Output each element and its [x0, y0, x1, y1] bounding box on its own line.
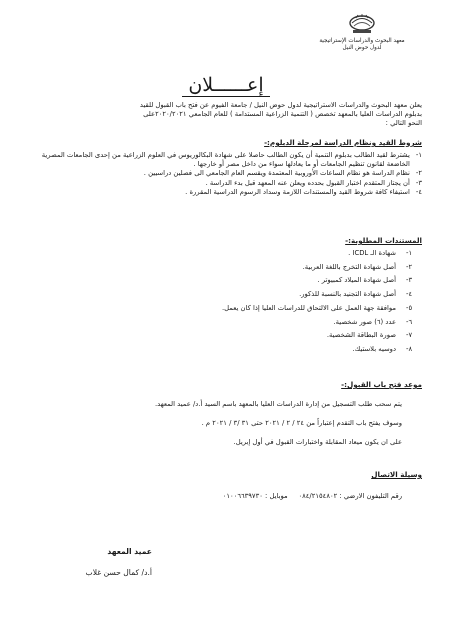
documents-section-title: المستندات المطلوبة:-	[345, 236, 422, 245]
list-item: ٤- أصل شهادة التجنيد بالنسبة للذكور.	[299, 290, 413, 299]
intro-line-1: يعلن معهد البحوث والدراسات الاستراتيجية لدول حوض النيل / جامعة الفيوم عن فتح باب القبول للقيد	[139, 101, 422, 109]
list-item: ٧- صورة البطاقة الشخصية.	[326, 331, 413, 340]
list-item: ٨- دوسيه بلاستيك.	[352, 344, 413, 353]
institute-logo	[344, 14, 380, 36]
contact-numbers: رقم التليفون الارضي : ٠٨٤/٢١٥٤٨٠٢ موبايل : ٠١٠٠٦٦٣٩٧٣٠	[222, 492, 402, 500]
signature-name: أ.د/ كمال حسن غلاب	[85, 568, 152, 577]
enrollment-conditions	[32, 151, 422, 197]
admission-line-1: يتم سحب طلب التسجيل من إدارة الدراسات العليا بالمعهد باسم السيد أ.د/ عميد المعهد.	[154, 400, 402, 408]
intro-line-3: النحو التالي :	[385, 119, 422, 128]
admission-line-2: وسوف يفتح باب التقدم إعتباراً من ٢٤ / ٢ / ٢٠٢١ حتى ٣١ /٣ / ٢٠٢١ م .	[201, 419, 402, 427]
list-item: ٣- أصل شهادة الميلاد كمبيوتر .	[317, 276, 413, 285]
list-item: ٢- أصل شهادة التخرج باللغة العربية.	[302, 262, 413, 271]
admission-line-3: على ان يكون ميعاد المقابلة واختبارات القبول في أول إبريل.	[233, 438, 402, 446]
intro-paragraph	[32, 101, 422, 129]
signature-role: عميد المعهد	[107, 547, 152, 556]
enrollment-section-title: شروط القيد ونظام الدراسة لمرحلة الدبلوم:-	[264, 138, 422, 147]
list-item: ١- يشترط لقيد الطالب بدبلوم التنمية أن يكون الطالب حاصلا على شهادة البكالوريوس في العلوم الزراعية من إحدى الجامعات المصرية الخاضعة لقانون تنظيم الجامعات أو ما يعادلها سواء من داخل مصر أو خارجها .	[41, 151, 422, 169]
list-item: ٦- عدد (٦) صور شخصية.	[333, 317, 413, 326]
required-documents	[32, 249, 422, 359]
list-item: ١- شهادة الـ ICDL .	[348, 249, 413, 257]
announcement-title-text: إعــــــلان	[182, 74, 269, 97]
list-item: ٤- استيفاء كافة شروط القيد والمستندات اللازمة وسداد الرسوم الدراسية المقررة .	[185, 187, 422, 196]
announcement-title	[0, 74, 452, 96]
letterhead	[312, 14, 412, 52]
list-item: ٢- نظام الدراسة هو نظام الساعات الأوروبية المعتمدة ويقسم العام الجامعي الى فصلين دراسيين .	[143, 169, 422, 178]
letterhead-line-2: لدول حوض النيل	[342, 45, 382, 51]
intro-line-2: بدبلوم الدراسات العليا بالمعهد تخصص ( التنمية الزراعية المستدامة ) للعام الجامعي ٢٠٢٠/٢٠٢١على	[143, 110, 422, 119]
contact-section-title: وسيلة الاتصال	[371, 470, 422, 479]
list-item: ٣- أن يجتاز المتقدم اختبار القبول بحدده ويعلن عنه المعهد قبل بدء الدراسة .	[205, 178, 422, 187]
admission-dates	[32, 398, 402, 449]
letterhead-line-1: معهد البحوث والدراسات الإستراتيجية	[319, 38, 405, 44]
list-item: ٥- موافقة جهة العمل على الالتحاق للدراسات العليا إذا كان يعمل.	[221, 303, 413, 312]
admission-section-title: موعد فتح باب القبول:-	[341, 380, 422, 389]
